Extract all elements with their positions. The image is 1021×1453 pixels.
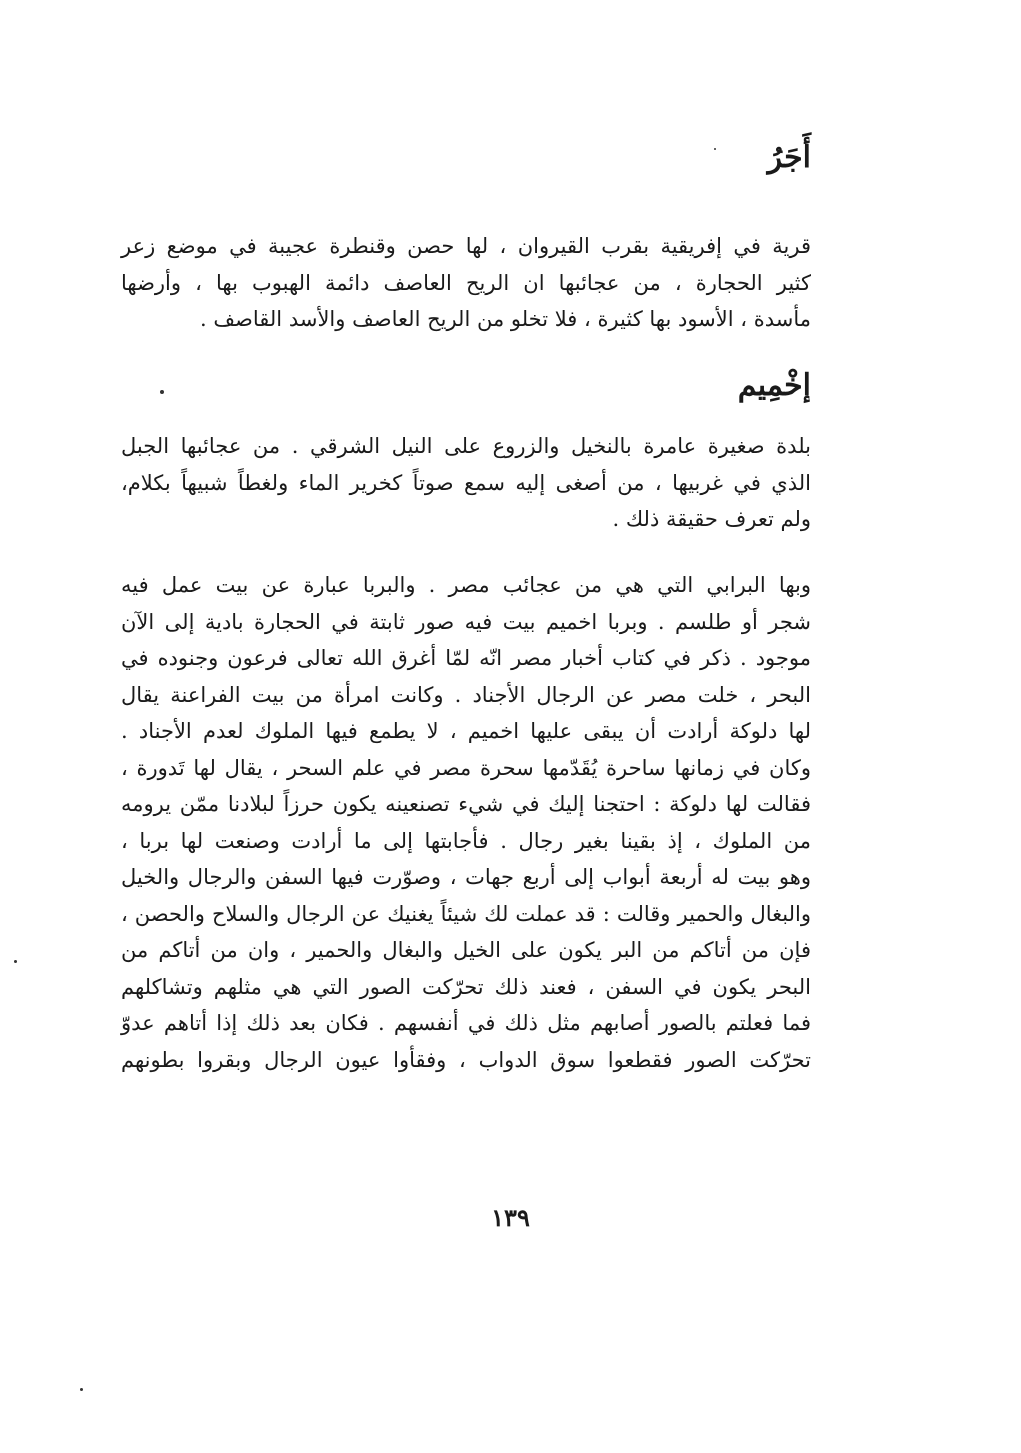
text-line: فقالت لها دلوكة : احتجنا إليك في شيء تصنعينه يكون حرزاً لبلادنا ممّن يرومه <box>121 792 811 816</box>
print-speck <box>14 960 17 963</box>
text-line: فما فعلتم بالصور أصابهم مثل ذلك في أنفسهم . فكان بعد ذلك إذا أتاهم عدوّ <box>121 1011 811 1035</box>
text-line: تحرّكت الصور فقطعوا سوق الدواب ، وفقأوا عيون الرجال وبقروا بطونهم <box>121 1047 811 1072</box>
entry-title-ikhmim: إخْمِيم <box>737 368 811 403</box>
print-speck <box>160 390 164 394</box>
text-line: قرية في إفريقية بقرب القيروان ، لها حصن وقنطرة عجيبة في موضع زعر <box>121 234 811 258</box>
text-line: لها دلوكة أرادت أن يبقى عليها اخميم ، لا يطمع فيها الملوك لعدم الأجناد . <box>121 719 811 743</box>
entry-ikhmim-paragraph-1 <box>121 428 811 538</box>
text-line: من الملوك ، إذ بقينا بغير رجال . فأجابتها إلى ما أرادت وصنعت لها بربا ، <box>121 828 811 853</box>
text-line: كثير الحجارة ، من عجائبها ان الريح العاصف دائمة الهبوب بها ، وأرضها <box>121 270 811 295</box>
text-line: مأسدة ، الأسود بها كثيرة ، فلا تخلو من الريح العاصف والأسد القاصف . <box>199 307 811 331</box>
text-line: البحر ، خلت مصر عن الرجال الأجناد . وكانت امرأة من بيت الفراعنة يقال <box>121 682 811 707</box>
text-line: الذي في غربيها ، من أصغى إليه سمع صوتاً كخرير الماء ولغطاً شبيهاً بكلام، <box>121 470 811 495</box>
text-line: البحر يكون في السفن ، فعند ذلك تحرّكت الصور التي هي مثلهم وتشاكلهم <box>121 974 811 999</box>
page-number: ١٣٩ <box>491 1203 530 1232</box>
text-line: موجود . ذكر في كتاب أخبار مصر انّه لمّا أغرق الله تعالى فرعون وجنوده في <box>121 646 811 670</box>
text-line: شجر أو طلسم . وبربا اخميم بيت فيه صور ثابتة في الحجارة بادية إلى الآن <box>121 609 811 634</box>
text-line: فإن من أتاكم من البر يكون على الخيل والبغال والحمير ، وان من أتاكم من <box>121 938 811 962</box>
print-speck <box>80 1388 83 1391</box>
text-line: وهو بيت له أربعة أبواب إلى أربع جهات ، وصوّرت فيها السفن والرجال والخيل <box>121 865 811 889</box>
text-line: وبها البرابي التي هي من عجائب مصر . والبربا عبارة عن بيت عمل فيه <box>121 573 811 597</box>
entry-ajar-paragraph <box>121 228 811 338</box>
print-speck <box>714 148 716 150</box>
text-line: وكان في زمانها ساحرة يُقَدّمها سحرة مصر في علم السحر ، يقال لها تَدورة ، <box>121 755 811 780</box>
entry-ikhmim-paragraph-2 <box>121 567 811 1078</box>
text-line: بلدة صغيرة عامرة بالنخيل والزروع على النيل الشرقي . من عجائبها الجبل <box>121 434 811 458</box>
text-line: والبغال والحمير وقالت : قد عملت لك شيئاً يغنيك عن الرجال والسلاح والحصن ، <box>121 901 811 926</box>
entry-title-ajar: أَجَرُ <box>767 140 811 175</box>
text-line: ولم تعرف حقيقة ذلك . <box>612 507 811 531</box>
